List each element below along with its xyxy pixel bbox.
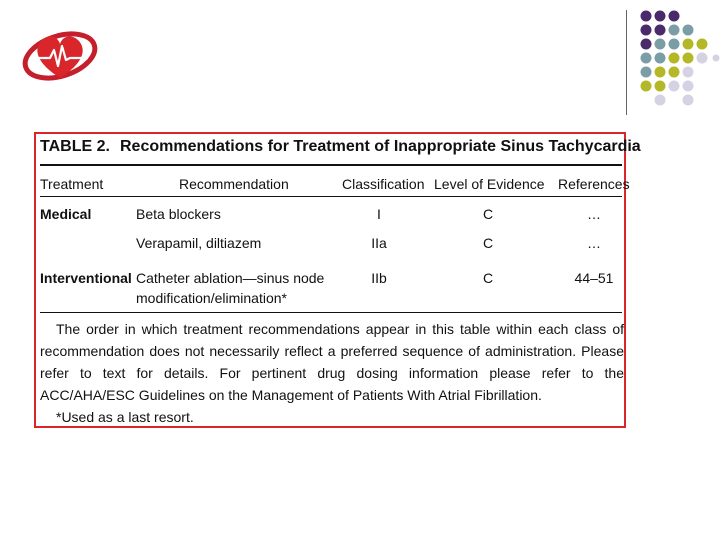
row-3-recommendation: Catheter ablation—sinus node	[136, 270, 325, 286]
row-1-recommendation: Beta blockers	[136, 206, 221, 222]
row-3-level: C	[482, 270, 494, 286]
title-rule	[40, 164, 622, 166]
asterisk-note: *Used as a last resort.	[56, 409, 194, 425]
table-title	[40, 138, 641, 156]
recommendations-table	[34, 132, 641, 428]
row-3-recommendation-continued: modification/elimination*	[136, 290, 287, 306]
row-2-classification: IIa	[371, 235, 387, 251]
decorative-dot-grid	[640, 10, 720, 120]
body-rule	[40, 312, 622, 313]
row-2-references: …	[587, 235, 601, 251]
header-treatment: Treatment	[40, 176, 104, 192]
row-2-level: C	[482, 235, 494, 251]
row-3-references: 44–51	[574, 270, 614, 286]
header-level-of-evidence: Level of Evidence	[434, 176, 545, 192]
table-footnote	[40, 318, 624, 428]
row-3-treatment: Interventional	[40, 270, 132, 286]
row-1-classification: I	[377, 206, 381, 222]
row-1-treatment: Medical	[40, 206, 92, 222]
header-recommendation: Recommendation	[179, 176, 289, 192]
header-references: References	[558, 176, 630, 192]
heart-logo-icon	[20, 20, 100, 90]
row-3-classification: IIb	[371, 270, 387, 286]
divider-line	[626, 10, 627, 115]
footnote-text: The order in which treatment recommendations appear in this table within each class of recommendation does not necessarily reflect a preferred sequence of administration. Please refer to text for details. For pertinent drug dosing information please refer to the ACC/AHA/ESC Guidelines on the Management of Patients With Atrial Fibrillation.	[40, 321, 624, 403]
table-label: TABLE 2.	[40, 138, 110, 155]
header-classification: Classification	[342, 176, 425, 192]
header-rule	[40, 196, 622, 197]
row-2-recommendation: Verapamil, diltiazem	[136, 235, 262, 251]
table-title-text: Recommendations for Treatment of Inappropriate Sinus Tachycardia	[120, 138, 641, 155]
row-1-references: …	[587, 206, 601, 222]
row-1-level: C	[482, 206, 494, 222]
